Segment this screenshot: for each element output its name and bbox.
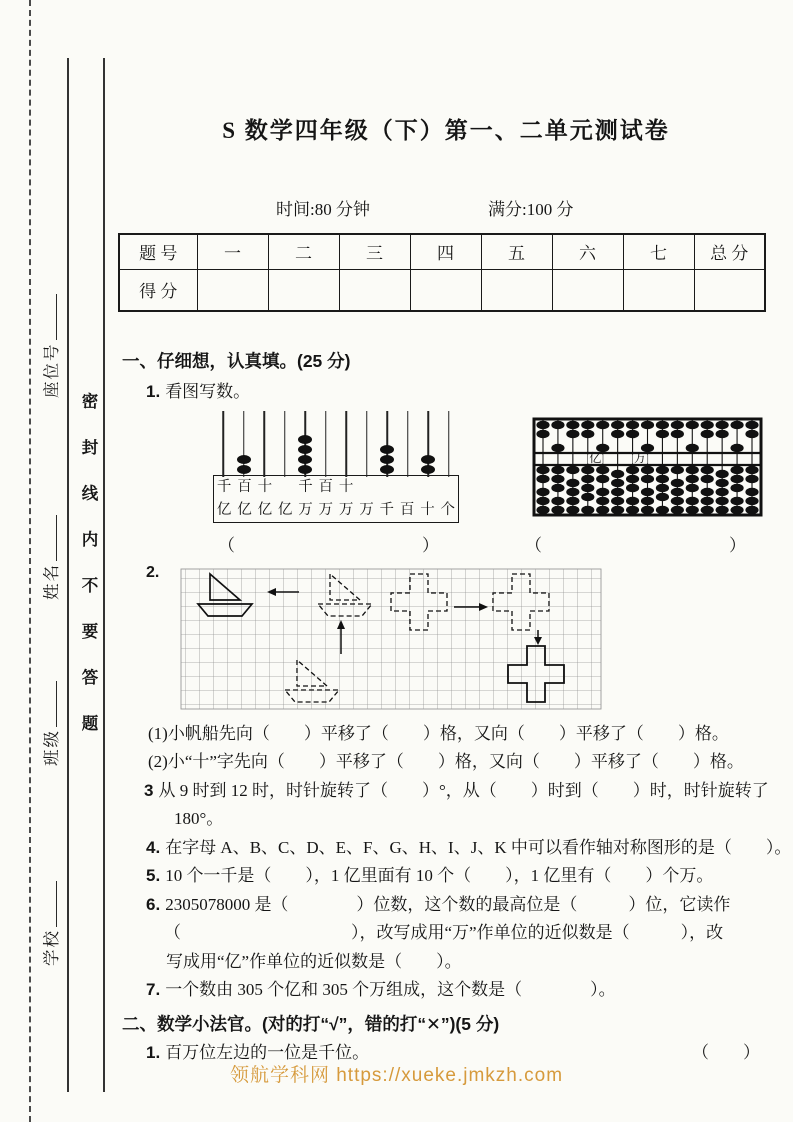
counter-label-cell: 百	[237, 478, 252, 495]
counter-label-cell: 亿	[216, 501, 232, 518]
question-2-sub1: (1)小帆船先向（ ）平移了（ ）格，又向（ ）平移了（ ）格。	[148, 723, 729, 743]
counter-rod	[439, 411, 460, 475]
question-1-line	[118, 378, 774, 407]
question-2-sub2: (2)小“十”字先向（ ）平移了（ ）格，又向（ ）平移了（ ）格。	[148, 752, 744, 771]
question-4-text: 在字母 A、B、C、D、E、F、G、H、I、J、K 中可以看作轴对称图形的是（ ）。	[165, 837, 792, 857]
name-label: 姓名	[42, 563, 61, 600]
main-content	[118, 100, 792, 1067]
counter-label-cell: 百	[318, 478, 334, 495]
school-blank-line	[41, 881, 57, 927]
question-5-text: 10 个一千是（ ），1 亿里面有 10 个（ ），1 亿里有（ ）个万。	[165, 866, 714, 885]
section2-heading: 二、数学小法官。(对的打“√”，错的打“✕”)(5 分)	[122, 1013, 500, 1034]
score-row-label: 得 分	[119, 269, 197, 311]
counter-rod	[336, 411, 357, 475]
counter-label-cell	[275, 476, 295, 499]
score-table-empty-cell	[268, 269, 339, 311]
score-table-column: 一	[197, 234, 268, 269]
counter-label-cell: 十	[338, 478, 354, 495]
counter-label-cell: 亿	[237, 501, 252, 518]
counter-rod	[275, 411, 296, 475]
counter-bead	[380, 465, 394, 474]
svg-text:万: 万	[634, 450, 647, 465]
seal-char: 封	[81, 438, 99, 457]
score-table-empty-cell	[623, 269, 694, 311]
seal-char: 内	[81, 530, 99, 549]
cut-dashed-line	[29, 0, 31, 1122]
counter-bead	[298, 455, 312, 464]
counter-rod	[418, 411, 439, 475]
question-2-row	[118, 564, 774, 714]
paper-title: S 数学四年级（下）第一、二单元测试卷	[222, 118, 670, 143]
score-table-column: 总 分	[694, 234, 765, 269]
translation-grid-figure	[171, 564, 611, 714]
seat-number-field	[38, 295, 62, 399]
counter-bead	[380, 455, 394, 464]
counter-label-cell: 个	[440, 501, 456, 518]
seal-line-right	[103, 58, 105, 1092]
counter-bead	[380, 445, 394, 454]
question-1-number: 1.	[146, 382, 161, 401]
score-table	[118, 233, 766, 312]
question-7-text: 一个数由 305 个亿和 305 个万组成，这个数是（ ）。	[165, 980, 616, 999]
abacus-figure	[531, 411, 764, 523]
seal-char: 题	[81, 714, 99, 733]
score-table-column: 四	[410, 234, 481, 269]
question-3-text: 从 9 时到 12 时，时针旋转了（ ）°，从（ ）时到（ ）时，时针旋转了	[158, 780, 769, 800]
question-3-line1	[118, 777, 774, 806]
seal-char: 要	[81, 622, 99, 641]
question-6-text1: 2305078000 是（ ）位数，这个数的最高位是（ ）位，它读作	[165, 894, 731, 914]
counter-label-cell: 千	[298, 478, 313, 495]
question-5-number: 5.	[146, 866, 161, 885]
class-blank-line	[41, 681, 57, 727]
counter-bead	[298, 435, 312, 444]
seat-number-blank-line	[41, 295, 57, 341]
question-7-number: 7.	[146, 980, 161, 999]
school-field	[38, 881, 62, 966]
counter-rod	[234, 411, 255, 475]
counter-rod	[377, 411, 398, 475]
counter-label-cell: 百	[399, 501, 415, 518]
counter-bead	[421, 455, 435, 464]
time-limit: 时间:80 分钟	[276, 200, 370, 219]
question-5-line	[118, 862, 774, 891]
question-1-text: 看图写数。	[165, 382, 251, 401]
score-table-column: 二	[268, 234, 339, 269]
question-6-number: 6.	[146, 894, 161, 914]
section1-heading: 一、仔细想，认真填。(25 分)	[122, 351, 351, 371]
score-table-empty-cell	[339, 269, 410, 311]
meta-row	[118, 195, 774, 220]
seal-line-left	[67, 58, 69, 1092]
name-field	[38, 515, 62, 600]
counter-bead	[237, 465, 251, 474]
counter-label-cell: 万	[359, 501, 374, 518]
question-3-number: 3	[144, 780, 154, 800]
seal-text	[77, 388, 103, 734]
counter-rods	[213, 411, 459, 475]
score-table-empty-cell	[410, 269, 481, 311]
counter-rod	[357, 411, 378, 475]
section2-q1-text: 百万位左边的一位是千位。	[165, 1042, 370, 1062]
counter-label-cell: 千	[379, 501, 395, 518]
counter-labels	[213, 475, 459, 523]
place-value-counter	[213, 411, 459, 523]
section2-q1-blank: （ ）	[692, 1042, 760, 1062]
counter-rod	[316, 411, 337, 475]
score-table-column: 三	[339, 234, 410, 269]
counter-label-cell: 万	[318, 501, 334, 518]
counter-bead	[298, 465, 312, 474]
question-4-number: 4.	[146, 837, 161, 857]
score-table-empty-cell	[481, 269, 552, 311]
answer-blanks-row	[218, 531, 774, 556]
svg-text:亿: 亿	[589, 450, 602, 465]
name-blank-line	[41, 515, 57, 561]
class-field	[38, 681, 62, 766]
answer-blank-2: （ ）	[525, 535, 746, 555]
counter-label-cell: 万	[338, 501, 354, 518]
counter-label-cell: 千	[216, 478, 232, 495]
school-label: 学校	[42, 929, 61, 966]
question-7-line	[118, 976, 774, 1005]
counter-label-cell	[377, 476, 397, 499]
question-6-line3: 写成用“亿”作单位的近似数是（ ）。	[166, 951, 462, 971]
counter-bead	[298, 445, 312, 454]
counter-rod	[295, 411, 316, 475]
score-table-column: 六	[552, 234, 623, 269]
counter-label-cell: 亿	[277, 501, 293, 518]
counter-label-cell	[438, 476, 458, 499]
score-table-empty-cell	[694, 269, 765, 311]
counter-label-cell: 万	[298, 501, 313, 518]
seal-char: 线	[81, 484, 99, 503]
seal-char: 答	[81, 668, 99, 687]
score-table-header-row	[119, 234, 765, 269]
seal-char: 不	[81, 576, 99, 595]
score-table-score-row	[119, 269, 765, 311]
figure-row	[213, 411, 774, 523]
question-2-number: 2.	[146, 563, 160, 581]
counter-rod	[254, 411, 275, 475]
seal-char: 密	[81, 392, 99, 411]
class-label: 班级	[42, 729, 61, 766]
full-score: 满分:100 分	[487, 200, 574, 219]
section2-q1-number: 1.	[146, 1042, 161, 1062]
counter-bead	[237, 455, 251, 464]
counter-label-cell	[397, 476, 417, 499]
question-3-line2: 180°。	[174, 809, 224, 828]
score-table-empty-cell	[197, 269, 268, 311]
counter-label-cell	[356, 476, 376, 499]
counter-label-cell: 十	[420, 501, 435, 518]
score-header-label: 题 号	[119, 234, 197, 269]
counter-rod	[213, 411, 234, 475]
score-table-column: 七	[623, 234, 694, 269]
counter-label-cell: 十	[257, 478, 273, 495]
counter-label-cell: 亿	[257, 501, 273, 518]
answer-blank-1: （ ）	[218, 535, 439, 555]
question-4-line	[118, 834, 792, 863]
counter-label-row1	[214, 476, 458, 499]
score-table-column: 五	[481, 234, 552, 269]
seat-number-label: 座位号	[42, 342, 61, 398]
counter-rod	[398, 411, 419, 475]
counter-label-row2	[214, 499, 458, 522]
score-table-empty-cell	[552, 269, 623, 311]
question-6-line2: （ ），改写成用“万”作单位的近似数是（ ），改	[164, 923, 724, 942]
question-6-line1	[118, 891, 774, 920]
counter-bead	[421, 465, 435, 474]
counter-label-cell	[417, 476, 437, 499]
site-watermark: 领航学科网 https://xueke.jmkzh.com	[229, 1065, 564, 1086]
